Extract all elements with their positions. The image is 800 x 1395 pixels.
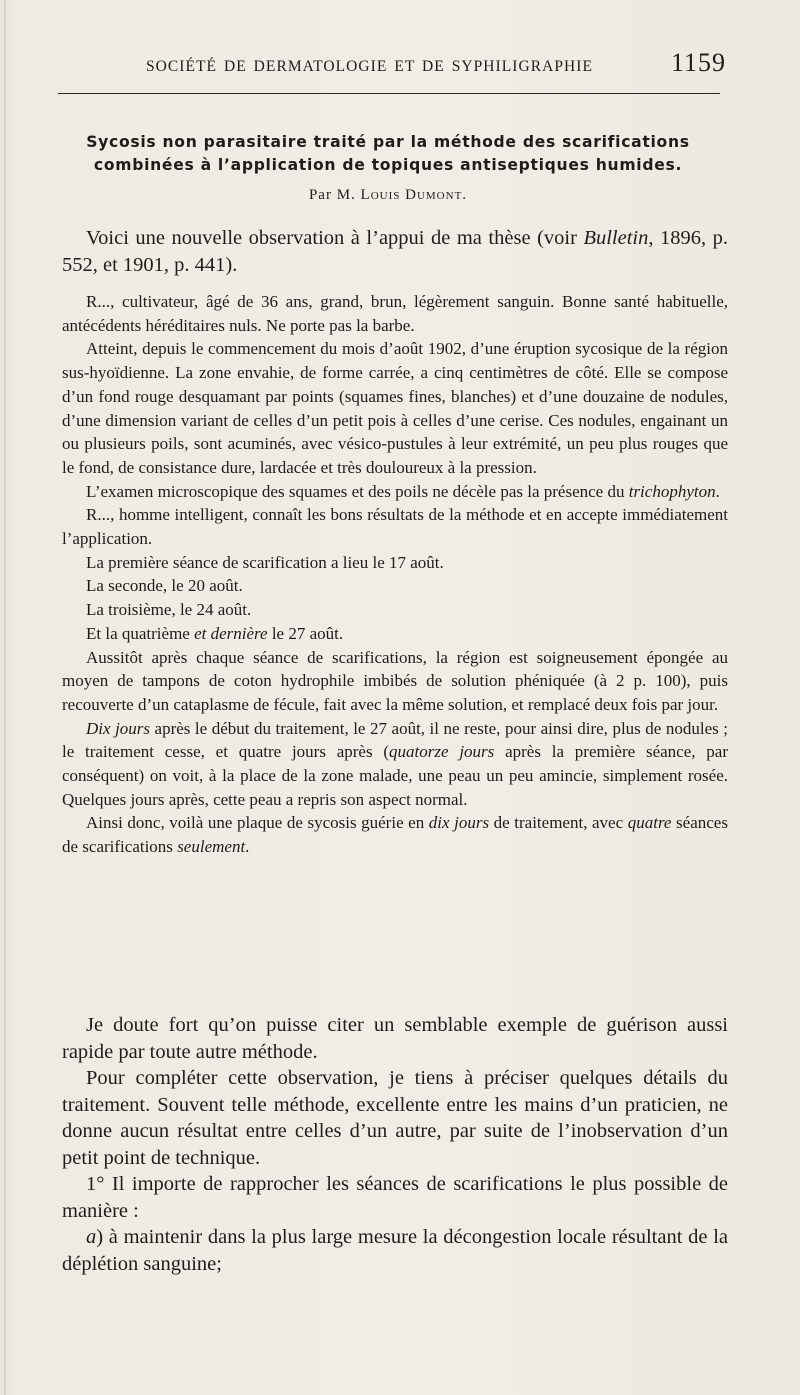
paragraph-10-after: après la première séance, par conséquent) on voit, à la place de la zone malade, une peau un peu amincie, simplement rosée. Quelques jours après, cette peau a repris son aspect normal. [62,742,728,809]
conclusion-paragraph-1: Je doute fort qu’on puisse citer un semblable exemple de guérison aussi rapide par toute autre méthode. [62,1014,728,1063]
paragraph-10-italic-2: quatorze jours [389,742,495,762]
paragraph-3-after: . [715,481,720,501]
paragraph-8-after: le 27 août. [267,623,344,643]
paragraph-8 [62,622,728,646]
byline [40,187,736,204]
page-number: 1159 [670,48,726,77]
paragraph-11-before: Ainsi donc, voilà une plaque de sycosis guérie en [86,813,429,833]
paragraph-8-before: Et la quatrième [86,623,195,643]
article-title-line-2: combinées à l’application de topiques antiseptiques humides. [93,156,683,174]
paragraph-11-mid-1: de traitement, avec [489,813,628,833]
paragraph-11-italic-1: dix jours [428,813,490,833]
paragraph-3-italic: trichophyton [628,481,716,501]
header-rule [58,93,720,94]
lede-text-before: Voici une nouvelle observation à l’appui de ma thèse (voir [86,227,584,249]
paragraph-10 [62,717,728,812]
conclusion-4-after: ) à maintenir dans la plus large mesure la décongestion locale résultant de la déplétion sanguine; [62,1226,728,1275]
paragraph-4: R..., homme intelligent, connaît les bons résultats de la méthode et en accepte immédiatement l’application. [62,505,728,549]
paragraph-11 [62,811,728,858]
lede-paragraph [62,225,728,278]
conclusion-block [62,1012,728,1277]
paragraph-2: Atteint, depuis le commencement du mois d’août 1902, d’une éruption sycosique de la région sus-hyoïdienne. La zone envahie, de forme carrée, a cinq centimètres de côté. Elle se compose d’un fond rouge desquamant par points (squames fines, blanches) et d’une douzaine de nodules, d’une dimension variant de celles d’un petit pois à celles d’une cerise. Ces nodules, engainant un ou plusieurs poils, sont acuminés, avec vésico-pustules à leur extrémité, un peu plus rouges que le fond, de consistance dure, lardacée et très douloureux à la pression. [62,339,728,477]
lede-italic: Bulletin [583,227,649,249]
paragraph-8-italic: et dernière [194,623,268,643]
paragraph-3 [62,480,728,504]
paragraph-5: La première séance de scarification a lieu le 17 août. [86,552,444,572]
byline-prefix: Par M. [308,187,356,203]
running-title: SOCIÉTÉ DE DERMATOLOGIE ET DE SYPHILIGRAPHIE [146,58,593,75]
paragraph-11-italic-2: quatre [627,813,672,833]
article-title-line-1: Sycosis non parasitaire traité par la méthode des scarifications [86,133,690,151]
lede-text-after: , 1896, p. 552, et 1901, p. 441). [62,227,729,276]
paragraph-11-italic-3: seulement [177,837,246,857]
page-header [62,48,726,78]
paragraph-11-after: . [245,837,250,857]
conclusion-4-italic: a [86,1226,97,1248]
conclusion-paragraph-2: Pour compléter cette observation, je tiens à préciser quelques détails du traitement. Souvent telle méthode, excellente entre les mains d’un praticien, ne donne aucun résultat entre celles d’un autre, par suite de l’inobservation d’un petit point de technique. [62,1067,728,1169]
lede-block [62,225,728,278]
paragraph-6: La seconde, le 20 août. [86,576,243,596]
paragraph-3-before: L’examen microscopique des squames et des poils ne décèle pas la présence du [86,481,629,501]
byline-suffix: . [462,187,468,203]
conclusion-paragraph-3: 1° Il importe de rapprocher les séances de scarifications le plus possible de manière : [62,1173,728,1222]
paragraph-7: La troisième, le 24 août. [86,600,252,620]
paragraph-11-mid-2: séances de scarifications [62,813,728,857]
paragraph-1: R..., cultivateur, âgé de 36 ans, grand, brun, légèrement sanguin. Bonne santé habituelle, antécédents héréditaires nuls. Ne porte pas la barbe. [62,292,728,335]
paragraph-10-mid: après le début du traitement, le 27 août, il ne reste, pour ainsi dire, plus de nodules ; le traitement cesse, et quatre jours après ( [62,718,728,762]
paragraph-10-italic-1: Dix jours [86,718,151,738]
page-edge-shadow [4,0,6,1395]
paragraph-9: Aussitôt après chaque séance de scarifications, la région est soigneusement épongée au moyen de tampons de coton hydrophile imbibés de solution phéniquée (à 2 p. 100), puis recouverte d’un cataplasme de fécule, fait avec la même solution, et remplacé deux fois par jour. [62,647,728,714]
case-report-block [62,290,728,859]
byline-author: Louis Dumont [360,187,463,203]
article-title [40,131,736,177]
conclusion-paragraph-4 [62,1224,728,1277]
